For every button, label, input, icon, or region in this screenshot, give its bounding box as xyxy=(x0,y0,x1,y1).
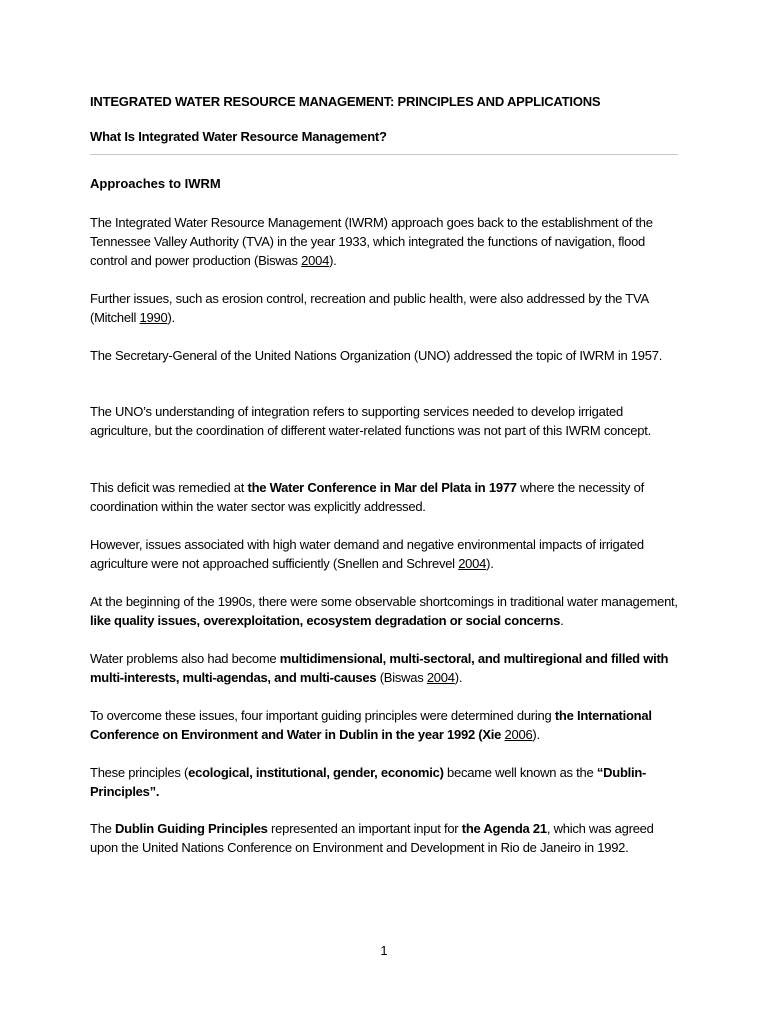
document-title: INTEGRATED WATER RESOURCE MANAGEMENT: PRINCIPLES AND APPLICATIONS xyxy=(90,94,601,109)
bold-text: Dublin Guiding Principles xyxy=(115,821,268,836)
paragraph xyxy=(90,649,682,687)
paragraph xyxy=(90,402,682,440)
section-heading: Approaches to IWRM xyxy=(90,176,221,191)
title-divider xyxy=(90,154,678,155)
citation-year: 1990 xyxy=(139,310,168,325)
paragraph-text: , which was agreed upon the United Nations Conference on Environment and Development in Rio de Janeiro in 1992. xyxy=(90,821,654,855)
paragraph-text: The Integrated Water Resource Management (IWRM) approach goes back to the establishment of the Tennessee Valley Authority (TVA) in the year 1933, which integrated the functions of navigation, flood control and power production (Biswas xyxy=(90,215,653,268)
document-subtitle: What Is Integrated Water Resource Management? xyxy=(90,129,387,144)
paragraph-text: Further issues, such as erosion control, recreation and public health, were also addressed by the TVA (Mitchell xyxy=(90,291,649,325)
paragraph xyxy=(90,478,682,516)
bold-text: the International Conference on Environment and Water in Dublin in the year 1992 (Xie xyxy=(90,708,652,742)
paragraph-text: The Secretary-General of the United Nations Organization (UNO) addressed the topic of IWRM in 1957. xyxy=(90,348,663,363)
paragraph-text: ). xyxy=(167,310,175,325)
bold-text: the Agenda 21 xyxy=(461,821,547,836)
bold-text: like quality issues, overexploitation, ecosystem degradation or social concerns xyxy=(90,613,561,628)
paragraph xyxy=(90,213,682,270)
page-number: 1 xyxy=(380,943,388,958)
paragraph xyxy=(90,289,682,327)
paragraph-text: ). xyxy=(329,253,337,268)
paragraph-text: ). xyxy=(532,727,540,742)
paragraph xyxy=(90,592,682,630)
paragraph-text: where the necessity of coordination within the water sector was explicitly addressed. xyxy=(90,480,645,514)
paragraph-text: These principles ( xyxy=(90,765,189,780)
paragraph-text: At the beginning of the 1990s, there were some observable shortcomings in traditional water management, xyxy=(90,594,678,609)
bold-text: multidimensional, multi-sectoral, and multiregional and filled with multi-interests, multi-agendas, and multi-causes xyxy=(90,651,669,685)
paragraph-text: (Biswas xyxy=(376,670,427,685)
paragraph-text: However, issues associated with high water demand and negative environmental impacts of irrigated agriculture were not approached sufficiently (Snellen and Schrevel xyxy=(90,537,644,571)
paragraph-text: The UNO’s understanding of integration refers to supporting services needed to develop irrigated agriculture, but the coordination of different water-related functions was not part of this IWRM concept. xyxy=(90,404,651,438)
paragraph-text: became well known as the xyxy=(443,765,597,780)
paragraph-text: The xyxy=(90,821,116,836)
bold-text: “Dublin-Principles”. xyxy=(90,765,647,799)
citation-year: 2004 xyxy=(301,253,330,268)
paragraph xyxy=(90,706,682,744)
paragraph xyxy=(90,535,682,573)
paragraph xyxy=(90,819,682,857)
paragraph-text: To overcome these issues, four important guiding principles were determined during xyxy=(90,708,555,723)
citation-year: 2004 xyxy=(426,670,455,685)
paragraph-text: ). xyxy=(454,670,463,685)
paragraph-text: This deficit was remedied at xyxy=(90,480,248,495)
paragraph xyxy=(90,346,682,365)
paragraph-text: Water problems also had become xyxy=(90,651,280,666)
paragraph-text: ). xyxy=(486,556,494,571)
citation-year: 2004 xyxy=(458,556,487,571)
citation-year: 2006 xyxy=(504,727,533,742)
paragraph-text: . xyxy=(560,613,564,628)
bold-text: the Water Conference in Mar del Plata in 1977 xyxy=(247,480,517,495)
bold-text: ecological, institutional, gender, economic) xyxy=(188,765,444,780)
paragraph xyxy=(90,763,682,801)
paragraph-text: represented an important input for xyxy=(267,821,462,836)
